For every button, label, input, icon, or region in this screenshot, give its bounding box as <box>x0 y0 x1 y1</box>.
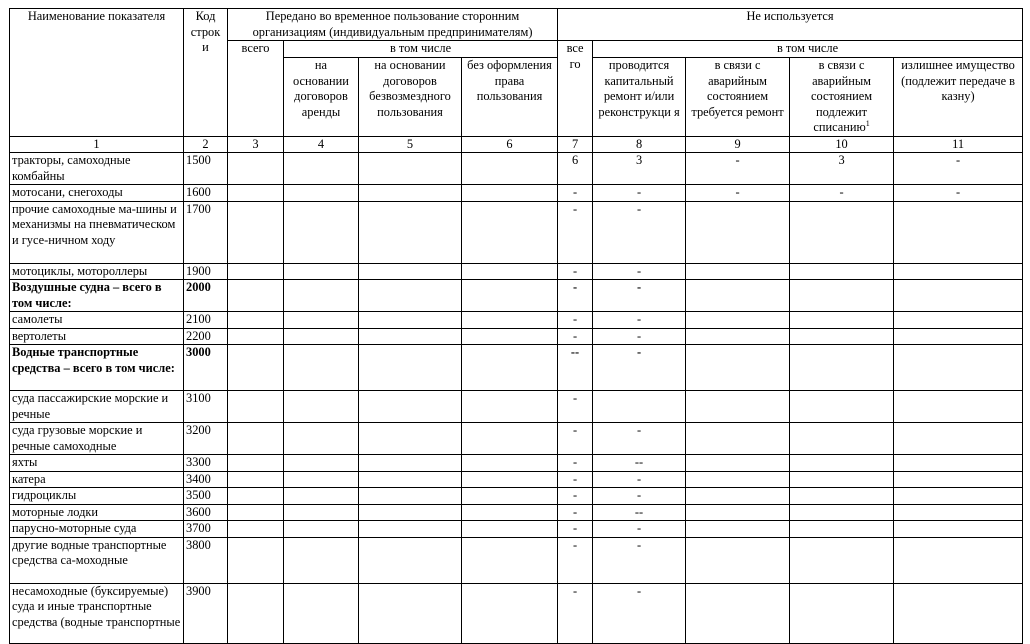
cell-col-11 <box>894 391 1023 423</box>
cell-col-3 <box>228 423 284 455</box>
cell-col-3 <box>228 328 284 345</box>
cell-col-7: - <box>558 537 593 583</box>
header-code: Код строк и <box>184 9 228 137</box>
cell-col-9 <box>686 488 790 505</box>
table-row <box>10 504 1023 521</box>
cell-col-7: - <box>558 455 593 472</box>
cell-col-5 <box>359 423 462 455</box>
cell-col-11 <box>894 537 1023 583</box>
header-transferred: Передано во временное пользование сторонним организациям (индивидуальным предпринимателям) <box>228 9 558 41</box>
cell-col-9: - <box>686 153 790 185</box>
cell-col-10: - <box>790 185 894 202</box>
table-row <box>10 185 1023 202</box>
row-code: 3500 <box>184 488 228 505</box>
cell-col-8: -- <box>593 455 686 472</box>
row-code: 3100 <box>184 391 228 423</box>
table-row <box>10 583 1023 643</box>
cell-col-6 <box>462 504 558 521</box>
cell-col-7: - <box>558 423 593 455</box>
row-code: 3700 <box>184 521 228 538</box>
cell-col-8: - <box>593 345 686 391</box>
row-name: суда пассажирские морские и речные <box>10 391 184 423</box>
cell-col-10 <box>790 537 894 583</box>
table-row <box>10 537 1023 583</box>
cell-col-7: - <box>558 263 593 280</box>
cell-col-6 <box>462 391 558 423</box>
cell-col-7: - <box>558 391 593 423</box>
cell-col-4 <box>284 504 359 521</box>
header-total-not-used: все го <box>558 41 593 137</box>
col-number: 7 <box>558 136 593 153</box>
table-row <box>10 312 1023 329</box>
cell-col-8: - <box>593 471 686 488</box>
cell-col-9 <box>686 521 790 538</box>
cell-col-5 <box>359 391 462 423</box>
table-row <box>10 280 1023 312</box>
cell-col-4 <box>284 280 359 312</box>
cell-col-9 <box>686 391 790 423</box>
header-name: Наименование показателя <box>10 9 184 137</box>
cell-col-3 <box>228 471 284 488</box>
cell-col-9 <box>686 201 790 263</box>
cell-col-3 <box>228 153 284 185</box>
header-emergency: в связи с аварийным состоянием требуется ремонт <box>686 58 790 137</box>
cell-col-6 <box>462 583 558 643</box>
table-row <box>10 328 1023 345</box>
cell-col-11: - <box>894 153 1023 185</box>
row-name: прочие самоходные ма-шины и механизмы на пневматическом и гусе-ничном ходу <box>10 201 184 263</box>
cell-col-5 <box>359 153 462 185</box>
cell-col-8: - <box>593 537 686 583</box>
cell-col-5 <box>359 504 462 521</box>
cell-col-11 <box>894 471 1023 488</box>
cell-col-9: - <box>686 185 790 202</box>
cell-col-4 <box>284 521 359 538</box>
cell-col-3 <box>228 312 284 329</box>
cell-col-11 <box>894 488 1023 505</box>
cell-col-9 <box>686 312 790 329</box>
cell-col-6 <box>462 201 558 263</box>
cell-col-7: - <box>558 280 593 312</box>
cell-col-11 <box>894 423 1023 455</box>
cell-col-8 <box>593 391 686 423</box>
header-writeoff <box>790 58 894 137</box>
row-code: 3900 <box>184 583 228 643</box>
cell-col-3 <box>228 504 284 521</box>
cell-col-7: - <box>558 504 593 521</box>
cell-col-10 <box>790 583 894 643</box>
cell-col-11 <box>894 312 1023 329</box>
row-name: катера <box>10 471 184 488</box>
cell-col-9 <box>686 263 790 280</box>
cell-col-11 <box>894 583 1023 643</box>
cell-col-8: - <box>593 583 686 643</box>
header-total: всего <box>228 41 284 137</box>
row-name: тракторы, самоходные комбайны <box>10 153 184 185</box>
cell-col-9 <box>686 423 790 455</box>
cell-col-3 <box>228 391 284 423</box>
cell-col-10 <box>790 488 894 505</box>
cell-col-6 <box>462 263 558 280</box>
row-code: 1900 <box>184 263 228 280</box>
cell-col-6 <box>462 423 558 455</box>
cell-col-7: - <box>558 521 593 538</box>
cell-col-3 <box>228 201 284 263</box>
row-code: 3600 <box>184 504 228 521</box>
cell-col-9 <box>686 328 790 345</box>
cell-col-5 <box>359 488 462 505</box>
row-code: 1600 <box>184 185 228 202</box>
cell-col-3 <box>228 345 284 391</box>
cell-col-7: - <box>558 583 593 643</box>
table-row <box>10 201 1023 263</box>
cell-col-4 <box>284 201 359 263</box>
cell-col-7: - <box>558 312 593 329</box>
cell-col-6 <box>462 328 558 345</box>
cell-col-5 <box>359 471 462 488</box>
cell-col-11 <box>894 263 1023 280</box>
cell-col-9 <box>686 537 790 583</box>
table-row <box>10 263 1023 280</box>
row-code: 3400 <box>184 471 228 488</box>
cell-col-5 <box>359 312 462 329</box>
table-row <box>10 345 1023 391</box>
row-name: суда грузовые морские и речные самоходные <box>10 423 184 455</box>
cell-col-5 <box>359 280 462 312</box>
cell-col-10 <box>790 504 894 521</box>
cell-col-5 <box>359 455 462 472</box>
cell-col-11 <box>894 521 1023 538</box>
col-number: 8 <box>593 136 686 153</box>
cell-col-5 <box>359 583 462 643</box>
cell-col-4 <box>284 583 359 643</box>
row-name: вертолеты <box>10 328 184 345</box>
cell-col-11 <box>894 280 1023 312</box>
column-numbers-row <box>10 136 1023 153</box>
col-number: 2 <box>184 136 228 153</box>
table-row <box>10 153 1023 185</box>
cell-col-11 <box>894 201 1023 263</box>
row-code: 3300 <box>184 455 228 472</box>
row-code: 2200 <box>184 328 228 345</box>
cell-col-5 <box>359 537 462 583</box>
cell-col-10 <box>790 312 894 329</box>
row-name: мотоциклы, мотороллеры <box>10 263 184 280</box>
col-number: 3 <box>228 136 284 153</box>
header-writeoff-text: в связи с аварийным состоянием подлежит списанию <box>811 58 873 134</box>
header-lease: на основании договоров аренды <box>284 58 359 137</box>
cell-col-10 <box>790 521 894 538</box>
row-name: несамоходные (буксируемые) суда и иные транспортные средства (водные транспортные <box>10 583 184 643</box>
cell-col-9 <box>686 455 790 472</box>
cell-col-10 <box>790 345 894 391</box>
cell-col-8: 3 <box>593 153 686 185</box>
cell-col-11: - <box>894 185 1023 202</box>
table-row <box>10 471 1023 488</box>
cell-col-4 <box>284 328 359 345</box>
cell-col-5 <box>359 345 462 391</box>
table-row <box>10 488 1023 505</box>
row-code: 3200 <box>184 423 228 455</box>
col-number: 4 <box>284 136 359 153</box>
cell-col-5 <box>359 521 462 538</box>
col-number: 10 <box>790 136 894 153</box>
row-name: гидроциклы <box>10 488 184 505</box>
cell-col-6 <box>462 537 558 583</box>
cell-col-10 <box>790 423 894 455</box>
cell-col-5 <box>359 185 462 202</box>
cell-col-8: - <box>593 312 686 329</box>
cell-col-7: - <box>558 488 593 505</box>
cell-col-8: - <box>593 423 686 455</box>
cell-col-6 <box>462 280 558 312</box>
cell-col-6 <box>462 455 558 472</box>
cell-col-10 <box>790 391 894 423</box>
cell-col-7: -- <box>558 345 593 391</box>
cell-col-3 <box>228 280 284 312</box>
cell-col-8: - <box>593 521 686 538</box>
row-name: самолеты <box>10 312 184 329</box>
cell-col-4 <box>284 345 359 391</box>
header-surplus: излишнее имущество (подлежит передаче в казну) <box>894 58 1023 137</box>
cell-col-10 <box>790 455 894 472</box>
footnote-mark: 1 <box>865 118 870 128</box>
cell-col-10: 3 <box>790 153 894 185</box>
report-table <box>9 8 1023 644</box>
col-number: 11 <box>894 136 1023 153</box>
cell-col-8: - <box>593 488 686 505</box>
cell-col-4 <box>284 263 359 280</box>
cell-col-11 <box>894 328 1023 345</box>
table-row <box>10 391 1023 423</box>
header-incl-not-used: в том числе <box>593 41 1023 58</box>
cell-col-3 <box>228 455 284 472</box>
cell-col-9 <box>686 345 790 391</box>
cell-col-6 <box>462 345 558 391</box>
cell-col-4 <box>284 391 359 423</box>
cell-col-6 <box>462 312 558 329</box>
cell-col-10 <box>790 263 894 280</box>
cell-col-7: - <box>558 471 593 488</box>
cell-col-9 <box>686 280 790 312</box>
cell-col-3 <box>228 583 284 643</box>
cell-col-4 <box>284 153 359 185</box>
cell-col-7: - <box>558 201 593 263</box>
cell-col-3 <box>228 488 284 505</box>
cell-col-4 <box>284 312 359 329</box>
cell-col-6 <box>462 471 558 488</box>
row-name: моторные лодки <box>10 504 184 521</box>
table-row <box>10 455 1023 472</box>
cell-col-4 <box>284 537 359 583</box>
col-number: 6 <box>462 136 558 153</box>
row-name: Воздушные судна – всего в том числе: <box>10 280 184 312</box>
cell-col-11 <box>894 455 1023 472</box>
header-not-used: Не используется <box>558 9 1023 41</box>
cell-col-8: - <box>593 280 686 312</box>
col-number: 9 <box>686 136 790 153</box>
cell-col-10 <box>790 280 894 312</box>
cell-col-3 <box>228 537 284 583</box>
cell-col-5 <box>359 328 462 345</box>
cell-col-11 <box>894 345 1023 391</box>
cell-col-5 <box>359 201 462 263</box>
cell-col-8: - <box>593 201 686 263</box>
header-free-use: на основании договоров безвозмездного пользования <box>359 58 462 137</box>
cell-col-8: - <box>593 263 686 280</box>
cell-col-3 <box>228 521 284 538</box>
cell-col-10 <box>790 201 894 263</box>
cell-col-6 <box>462 521 558 538</box>
cell-col-3 <box>228 185 284 202</box>
row-code: 2100 <box>184 312 228 329</box>
cell-col-9 <box>686 583 790 643</box>
cell-col-8: - <box>593 185 686 202</box>
row-code: 2000 <box>184 280 228 312</box>
cell-col-4 <box>284 471 359 488</box>
header-repair: проводится капитальный ремонт и/или реконструкци я <box>593 58 686 137</box>
header-no-rights: без оформления права пользования <box>462 58 558 137</box>
cell-col-10 <box>790 471 894 488</box>
row-code: 1700 <box>184 201 228 263</box>
cell-col-6 <box>462 488 558 505</box>
row-name: мотосани, снегоходы <box>10 185 184 202</box>
cell-col-8: -- <box>593 504 686 521</box>
cell-col-8: - <box>593 328 686 345</box>
cell-col-9 <box>686 504 790 521</box>
row-code: 3800 <box>184 537 228 583</box>
cell-col-6 <box>462 185 558 202</box>
col-number: 1 <box>10 136 184 153</box>
table-row <box>10 521 1023 538</box>
cell-col-10 <box>790 328 894 345</box>
col-number: 5 <box>359 136 462 153</box>
row-name: другие водные транспортные средства са-моходные <box>10 537 184 583</box>
cell-col-7: - <box>558 185 593 202</box>
cell-col-4 <box>284 488 359 505</box>
cell-col-11 <box>894 504 1023 521</box>
table-row <box>10 423 1023 455</box>
row-name: Водные транспортные средства – всего в том числе: <box>10 345 184 391</box>
cell-col-4 <box>284 423 359 455</box>
row-code: 3000 <box>184 345 228 391</box>
cell-col-4 <box>284 185 359 202</box>
header-incl-transferred: в том числе <box>284 41 558 58</box>
cell-col-4 <box>284 455 359 472</box>
row-name: яхты <box>10 455 184 472</box>
cell-col-7: - <box>558 328 593 345</box>
cell-col-3 <box>228 263 284 280</box>
cell-col-9 <box>686 471 790 488</box>
row-name: парусно-моторные суда <box>10 521 184 538</box>
cell-col-6 <box>462 153 558 185</box>
row-code: 1500 <box>184 153 228 185</box>
cell-col-7: 6 <box>558 153 593 185</box>
cell-col-5 <box>359 263 462 280</box>
